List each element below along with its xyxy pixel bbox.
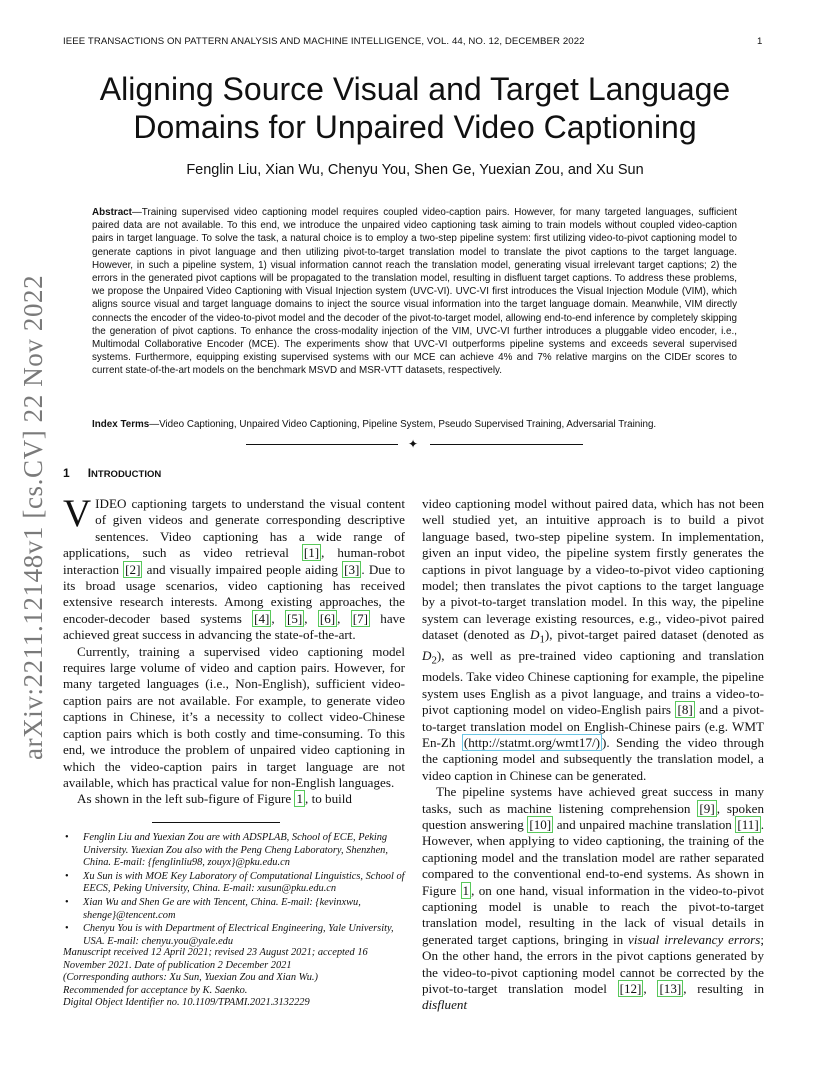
citation-link[interactable]: [3]	[344, 561, 360, 577]
math-symbol: D	[422, 648, 432, 664]
text-run: video captioning model without paired data, which has not been well studied yet, an intuitive approach is to build a pivot language based, two-step pipeline system. In implementation, given an input video, the pipeline system firstly generates the captions in pivot language by a video-to-pivot video captioning model; then translates the pivot captions to the target language by a pivot-to-target translation model. In this way, the pipeline system can leverage existing resources, e.g., video-pivot paired dataset (denoted as	[422, 496, 764, 643]
section-title-rest: NTRODUCTION	[91, 469, 162, 480]
citation-link[interactable]: [8]	[677, 702, 693, 718]
paragraph	[422, 784, 764, 1014]
url-link[interactable]: (http://statmt.org/wmt17/)	[463, 734, 601, 750]
abstract-label: Abstract	[92, 207, 132, 218]
citation-link[interactable]: [6]	[319, 610, 336, 626]
text-run: and a pivot-to-target translation model on English-Chinese pairs (e.g. WMT En-Zh	[422, 702, 764, 750]
text-run: ,	[304, 610, 318, 626]
paper-title	[60, 70, 770, 146]
text-run: and unpaired machine translation	[553, 816, 736, 832]
footnote-item: • Xian Wu and Shen Ge are with Tencent, China. E-mail: {kevinxwu, shenge}@tencent.com	[63, 897, 406, 922]
text-run: As shown in the left sub-figure of Figure	[77, 791, 295, 807]
index-terms-text: —Video Captioning, Unpaired Video Captioning, Pipeline System, Pseudo Supervised Training, Adversarial Training.	[149, 419, 657, 430]
section-title-initial: I	[87, 466, 92, 480]
citation-link[interactable]: [13]	[659, 981, 682, 996]
index-terms	[92, 418, 742, 431]
emphasis: disfluent	[422, 997, 468, 1013]
citation-link[interactable]: [2]	[125, 561, 141, 577]
drop-cap: V	[63, 492, 92, 535]
citation-link[interactable]: [9]	[699, 800, 715, 816]
text-run: ,	[337, 610, 351, 626]
paragraph	[63, 492, 406, 644]
title-line-1: Aligning Source Visual and Target Language	[99, 71, 731, 107]
text-run: ), pivot-target paired dataset (denoted as	[544, 627, 765, 643]
text-run: captioning targets to understand the visual content of given videos and generate corresponding descriptive sentences. Video captioning has a wide range of applications, such as video retrieval	[63, 496, 405, 561]
footnote-item: • Fenglin Liu and Yuexian Zou are with ADSPLAB, School of ECE, Peking University. Yuexian Zou also with the Peng Cheng Laboratory, Shenzhen, China. E-mail: {fenglinliu98, zouyx}@pku.edu.cn	[63, 832, 406, 870]
text-run: , spoken question answering	[422, 800, 764, 832]
text-run: . Due to its broad usage scenarios, video captioning has received extensive research interests. Among existing approaches, the encoder-decoder based systems	[63, 561, 405, 626]
math-subscript: 1	[539, 633, 545, 646]
footnote-item: • Xu Sun is with MOE Key Laboratory of Computational Linguistics, School of EECS, Peking University, China. E-mail: xusun@pku.edu.cn	[63, 871, 406, 896]
paragraph	[422, 496, 764, 784]
ornament-diamond-icon: ✦	[408, 437, 419, 451]
math-subscript: 2	[431, 654, 437, 667]
footnote-item: • Chenyu You is with Department of Electrical Engineering, Yale University, USA. E-mail: chenyu.you@yale.edu	[63, 923, 406, 948]
paragraph: Currently, training a supervised video captioning model requires large volume of video and caption pairs. However, for many targeted languages (i.e., Non-English), sufficient video-caption pairs are not available. For example, to generate video captions in Chinese, it’s a necessity to collect video-Chinese caption pairs which is both costly and time-consuming. To this end, we introduce the problem of unpaired video captioning in which the video-caption pairs in target language are not available, which has practical value for non-English languages.	[63, 643, 405, 790]
section-number: 1	[63, 466, 70, 480]
math-symbol: D	[529, 627, 540, 643]
manuscript-line: November 2021. Date of publication 2 December 2021	[63, 959, 292, 971]
author-list: Fenglin Liu, Xian Wu, Chenyu You, Shen Ge, Yuexian Zou, and Xu Sun	[186, 162, 644, 178]
left-column	[63, 492, 406, 808]
title-line-2: Domains for Unpaired Video Captioning	[133, 109, 697, 145]
citation-link[interactable]: [7]	[352, 610, 368, 626]
small-caps-word: IDEO	[95, 496, 127, 511]
citation-link[interactable]: [12]	[619, 981, 642, 996]
citation-link[interactable]: [10]	[529, 816, 552, 832]
paragraph	[63, 791, 405, 807]
citation-link[interactable]: [11]	[737, 816, 759, 832]
ornament-rule-right	[430, 444, 583, 445]
arxiv-stamp: arXiv:2211.12148v1 [cs.CV] 22 Nov 2022	[18, 274, 48, 760]
manuscript-info	[63, 947, 406, 1010]
right-column	[422, 496, 764, 1014]
text-run: . However, when applying to video captioning, the training of the captioning model and the translation model are rather separated compared to the conventional end-to-end systems. As shown in Figure	[422, 816, 764, 898]
text-run: , on one hand, visual information in the video-to-pivot captioning model is unable to reach the pivot-to-target translation model, resulting in the lack of visual details in generated target captions, bringing in	[422, 882, 764, 947]
abstract-text: —Training supervised video captioning model requires coupled video-caption pairs. However, for many targeted languages, sufficient paired data are not available. To this end, we introduce the unpaired video captioning task aiming to train models without coupled video-caption pairs in target language. To solve the task, a natural choice is to employ a two-step pipeline system: first utilizing video-to-pivot captioning model to generate captions in pivot language and then utilizing pivot-to-target translation model to translate the pivot captions to the target language. However, in such a pipeline system, 1) visual information cannot reach the translation model, generating visual irrelevant target captions; 2) the errors in the generated pivot captions will be propagated to the translation model, resulting in disfluent target captions. To address these problems, we propose the Unpaired Video Captioning with Visual Injection system (UVC-VI). UVC-VI first introduces the Visual Injection Module (VIM), which aligns source visual and target language domains to inject the source visual information into the target language domain. Meanwhile, VIM directly connects the encoder of the video-to-pivot model and the decoder of the pivot-to-target model, allowing end-to-end inference by completely skipping the generation of pivot captions. To enhance the cross-modality injection of the VIM, UVC-VI further introduces a pluggable video encoder, i.e., Multimodal Collaborative Encoder (MCE). The experiments show that UVC-VI outperforms pipeline systems and exceeds several supervised systems. Furthermore, equipping existing supervised systems with our MCE can achieve 4% and 7% relative margins on the CIDEr scores to current state-of-the-art models on the benchmark MSVD and MSR-VTT datasets, respectively.	[92, 207, 737, 377]
running-header: IEEE TRANSACTIONS ON PATTERN ANALYSIS AND MACHINE INTELLIGENCE, VOL. 44, NO. 12, DECEMBER 2022	[63, 36, 585, 47]
manuscript-line: Recommended for acceptance by K. Saenko.	[63, 984, 248, 996]
footnote-list	[63, 832, 406, 949]
page-number: 1	[757, 36, 763, 47]
text-run: ), as well as pre-trained video captioning and translation models. Take video Chinese captioning for example, the pipeline system uses English as a pivot language, and trains a video-to-pivot captioning model on video-English pairs	[422, 648, 764, 718]
manuscript-line: (Corresponding authors: Xu Sun, Yuexian Zou and Xian Wu.)	[63, 972, 318, 984]
text-run: The pipeline systems have achieved great success in many tasks, such as machine listening comprehension	[422, 784, 764, 816]
text-run: ,	[643, 981, 658, 996]
ornament-rule-left	[246, 444, 398, 445]
manuscript-line: Manuscript received 12 April 2021; revised 23 August 2021; accepted 16	[63, 947, 368, 958]
figure-link[interactable]: 1	[462, 882, 470, 898]
text-run: , resulting in	[683, 981, 765, 996]
manuscript-line: Digital Object Identifier no. 10.1109/TPAMI.2021.3132229	[63, 997, 310, 1009]
text-run: have achieved great success in advancing the state-of-the-art.	[63, 610, 406, 643]
text-run: ; On the other hand, the errors in the pivot captions generated by the video-to-pivot captioning model cannot be corrected by the pivot-to-target translation model	[422, 931, 764, 996]
footnote-rule	[152, 822, 280, 823]
citation-link[interactable]: [1]	[303, 545, 320, 561]
text-run: and visually impaired people aiding	[142, 561, 343, 577]
emphasis: visual irrelevancy errors	[628, 931, 761, 947]
index-terms-label: Index Terms	[92, 419, 150, 430]
section-heading	[63, 466, 161, 480]
text-run: , human-robot interaction	[63, 545, 405, 577]
text-run: , to build	[305, 791, 352, 807]
citation-link[interactable]: [5]	[287, 610, 303, 626]
text-run: ). Sending the video through the captioning model and subsequently the translation model, a video caption in Chinese can be generated.	[422, 734, 764, 783]
citation-link[interactable]: [4]	[254, 610, 270, 626]
text-run: ,	[271, 610, 285, 626]
abstract	[92, 206, 737, 378]
figure-link[interactable]: 1	[296, 791, 304, 807]
